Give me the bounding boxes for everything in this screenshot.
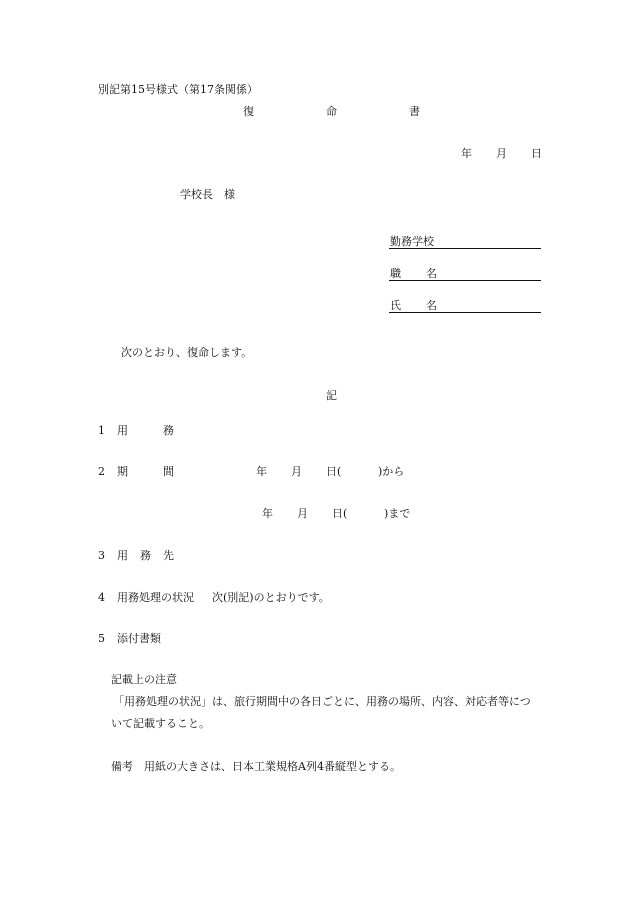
intro-text: 次のとおり、復命します。 xyxy=(121,346,253,359)
period-to-month: 月 xyxy=(297,507,308,520)
name-label-char-2: 名 xyxy=(426,299,437,312)
item4-value: 次(別記)のとおりです。 xyxy=(212,591,330,604)
form-identifier: 別記第15号様式（第17条関係） xyxy=(98,83,258,96)
item1-number: 1 xyxy=(98,424,105,437)
name-label-char-1: 氏 xyxy=(390,299,401,312)
item2-label-char-1: 期 xyxy=(117,465,128,478)
item4-label: 用務処理の状況 xyxy=(117,591,194,604)
item5-label: 添付書類 xyxy=(117,632,161,645)
notes-line-1: 「用務処理の状況」は、旅行期間中の各日ごとに、用務の場所、内容、対応者等につ xyxy=(113,695,531,708)
item2-number: 2 xyxy=(98,465,105,478)
item2-label-char-2: 間 xyxy=(163,465,174,478)
item3-label-char-3: 先 xyxy=(163,549,174,562)
addressee: 学校長 様 xyxy=(180,188,235,201)
ki-heading: 記 xyxy=(326,389,337,402)
notes-heading: 記載上の注意 xyxy=(111,673,177,686)
remark: 備考 用紙の大きさは、日本工業規格A列4番縦型とする。 xyxy=(111,760,401,773)
item3-number: 3 xyxy=(98,549,105,562)
period-to-day: 日( xyxy=(332,507,348,520)
date-day-label: 日 xyxy=(531,147,542,160)
position-underline[interactable] xyxy=(389,280,541,281)
school-underline[interactable] xyxy=(389,248,541,249)
position-label-char-1: 職 xyxy=(390,267,401,280)
name-underline[interactable] xyxy=(389,312,541,313)
item1-label-char-1: 用 xyxy=(117,424,128,437)
item3-label-char-2: 務 xyxy=(140,549,151,562)
period-from-year: 年 xyxy=(256,465,267,478)
period-from-close: )から xyxy=(378,465,405,478)
item5-number: 5 xyxy=(98,632,105,645)
period-to-close: )まで xyxy=(384,507,411,520)
period-to-year: 年 xyxy=(262,507,273,520)
title-char-2: 命 xyxy=(326,105,337,118)
date-year-label: 年 xyxy=(461,147,472,160)
position-label-char-2: 名 xyxy=(426,267,437,280)
title-char-1: 復 xyxy=(243,105,254,118)
period-from-day: 日( xyxy=(326,465,342,478)
item4-number: 4 xyxy=(98,591,105,604)
notes-line-2: いて記載すること。 xyxy=(111,717,210,730)
item3-label-char-1: 用 xyxy=(117,549,128,562)
title-char-3: 書 xyxy=(409,105,420,118)
period-from-month: 月 xyxy=(291,465,302,478)
date-month-label: 月 xyxy=(496,147,507,160)
school-label: 勤務学校 xyxy=(390,235,434,248)
item1-label-char-2: 務 xyxy=(163,424,174,437)
